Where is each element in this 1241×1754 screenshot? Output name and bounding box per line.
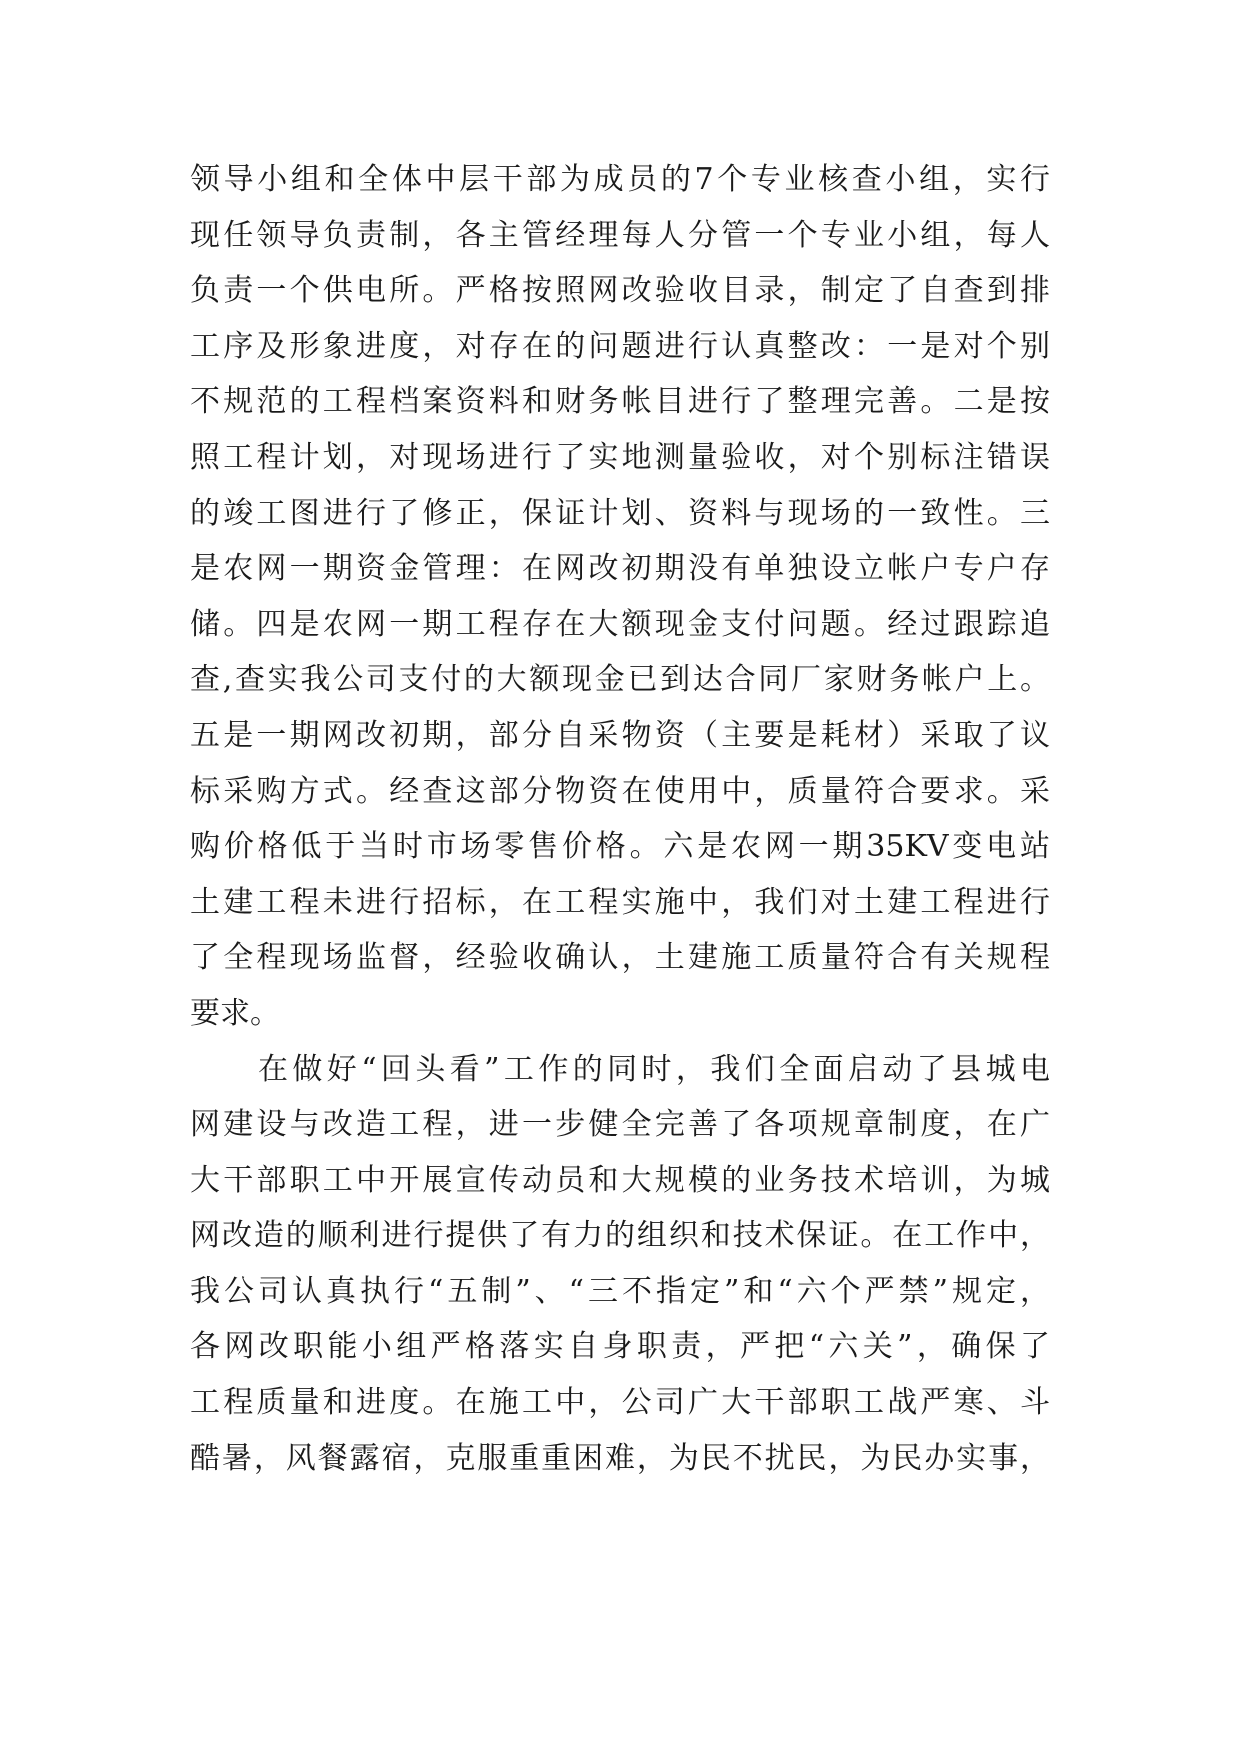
- text-line: 负责一个供电所。严格按照网改验收目录，制定了自查到排: [190, 273, 1050, 309]
- text-line: 土建工程未进行招标，在工程实施中，我们对土建工程进行: [190, 884, 1050, 920]
- text-line: 我公司认真执行“五制”、“三不指定”和“六个严禁”规定，: [190, 1273, 1050, 1309]
- text-line: 五是一期网改初期，部分自采物资（主要是耗材）采取了议: [190, 717, 1050, 753]
- text-line: 储。四是农网一期工程存在大额现金支付问题。经过跟踪追: [190, 606, 1050, 642]
- text-line: 各网改职能小组严格落实自身职责，严把“六关”，确保了: [190, 1329, 1050, 1365]
- text-line: 网改造的顺利进行提供了有力的组织和技术保证。在工作中，: [190, 1218, 1050, 1254]
- text-line: 大干部职工中开展宣传动员和大规模的业务技术培训，为城: [190, 1162, 1050, 1198]
- text-line: 不规范的工程档案资料和财务帐目进行了整理完善。二是按: [190, 384, 1050, 420]
- text-line: 领导小组和全体中层干部为成员的7个专业核查小组，实行: [190, 162, 1050, 197]
- paragraph-2: [190, 1042, 1050, 1487]
- text-line: 查,查实我公司支付的大额现金已到达合同厂家财务帐户上。: [190, 662, 1050, 698]
- text-line: 的竣工图进行了修正，保证计划、资料与现场的一致性。三: [190, 495, 1050, 531]
- text-line: 了全程现场监督，经验收确认，土建施工质量符合有关规程: [190, 940, 1050, 976]
- text-line: 工序及形象进度，对存在的问题进行认真整改：一是对个别: [190, 328, 1050, 364]
- paragraph-1: [190, 152, 1050, 1042]
- text-line: 照工程计划，对现场进行了实地测量验收，对个别标注错误: [190, 439, 1050, 475]
- text-line: 购价格低于当时市场零售价格。六是农网一期35KV变电站: [190, 829, 1050, 865]
- text-line: 是农网一期资金管理：在网改初期没有单独设立帐户专户存: [190, 551, 1050, 587]
- text-line: 在做好“回头看”工作的同时，我们全面启动了县城电: [258, 1051, 1050, 1087]
- text-line: 工程质量和进度。在施工中，公司广大干部职工战严寒、斗: [190, 1385, 1050, 1421]
- text-line: 酷暑，风餐露宿，克服重重困难，为民不扰民，为民办实事，: [190, 1440, 1050, 1476]
- text-line: 现任领导负责制，各主管经理每人分管一个专业小组，每人: [190, 217, 1050, 253]
- text-line: 网建设与改造工程，进一步健全完善了各项规章制度，在广: [190, 1107, 1050, 1143]
- text-line: 标采购方式。经查这部分物资在使用中，质量符合要求。采: [190, 773, 1050, 809]
- document-body: [190, 152, 1050, 1486]
- text-line: 要求。: [190, 995, 280, 1031]
